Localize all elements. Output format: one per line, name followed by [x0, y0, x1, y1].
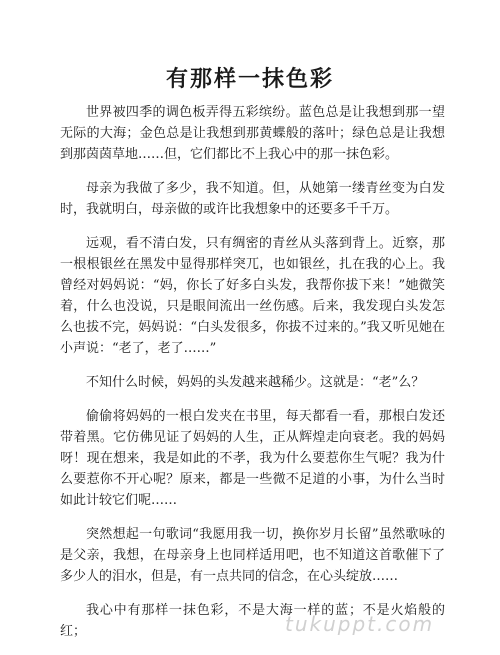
paragraph: 偷偷将妈妈的一根白发夹在书里，每天都看一看，那根白发还带着黑。它仿佛见证了妈妈的人生，正从辉煌走向衰老。我的妈妈呀！现在想来，我是如此的不孝，我为什么要惹你生气呢？我为什么要惹你不开心呢？原来，都是一些微不足道的小事，为什么当时如此计较它们呢……	[60, 409, 445, 508]
paragraph: 不知什么时候，妈妈的头发越来越稀少。这就是：“老”么？	[86, 375, 425, 390]
paragraph: 世界被四季的调色板弄得五彩缤纷。蓝色总是让我想到那一望无际的大海；金色总是让我想到那黄蝶般的落叶；绿色总是让我想到那茵茵草地……但，它们都比不上我心中的那一抹色彩。	[60, 105, 445, 162]
paragraph: 母亲为我做了多少，我不知道。但，从她第一缕青丝变为白发时，我就明白，母亲做的或许比我想象中的还要多千千万。	[60, 181, 445, 217]
watermark: tukuppt.com	[285, 612, 435, 636]
document-title: 有那样一抹色彩	[165, 66, 334, 92]
paragraph: 我心中有那样一抹色彩，不是大海一样的蓝；不是火焰般的红；	[60, 603, 445, 639]
paragraph: 突然想起一句歌词“我愿用我一切，换你岁月长留”虽然歌咏的是父亲，我想，在母亲身上也同样适用吧，也不知道这首歌催下了多少人的泪水，但是，有一点共同的信念，在心头绽放……	[60, 527, 445, 584]
paragraph: 远观，看不清白发，只有绸密的青丝从头落到背上。近察，那一根根银丝在黑发中显得那样突兀，也如银丝，扎在我的心上。我曾经对妈妈说：“妈，你长了好多白头发，我帮你拔下来！”她微笑着，什么也没说，只是眼间流出一丝伤感。后来，我发现白头发怎么也拔不完，妈妈说：“白头发很多，你拔不过来的。”我又听见她在小声说：“老了，老了……”	[60, 236, 445, 356]
document-body	[60, 102, 445, 655]
